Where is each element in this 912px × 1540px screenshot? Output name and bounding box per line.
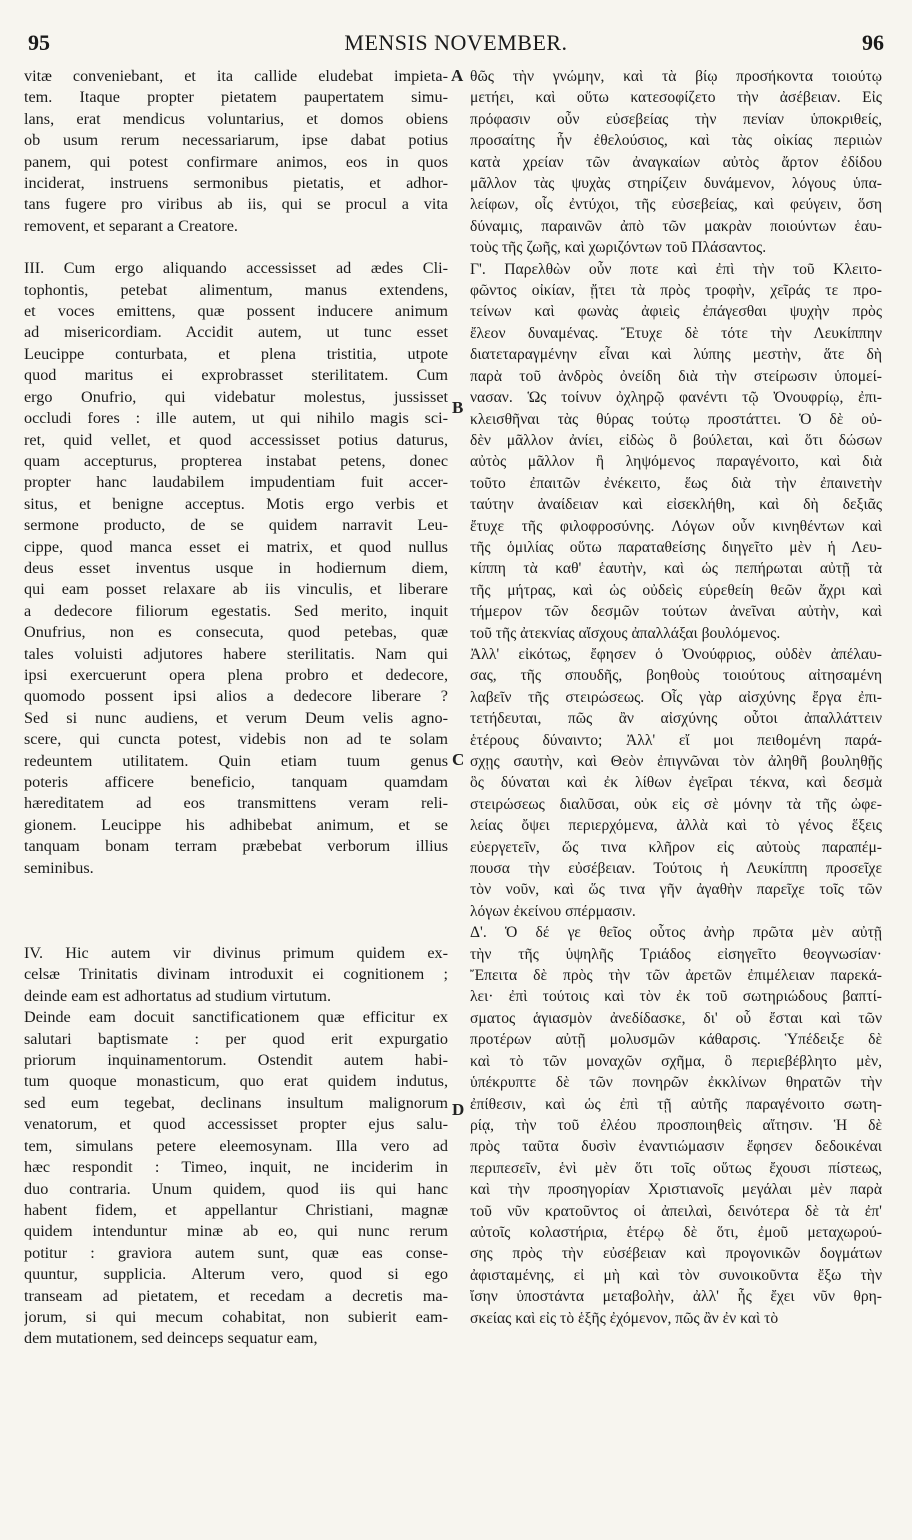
greek-text-line: περιπεσεῖν, ἑνὶ μὲν ὅτι τοῖς οὕτως ἔχουσι πίστεως,	[470, 1159, 882, 1177]
greek-text-line: ἑτέρους δύναιντο; Ἀλλ' εἴ μοι πειθομένη παρά-	[470, 731, 882, 749]
latin-text-line: sed eum tegebat, declinans insultum malignorum	[24, 1093, 448, 1112]
latin-text-line: potitur : graviora autem sunt, quæ eas conse-	[24, 1243, 448, 1262]
latin-text-line: habent fidem, et appellantur Christiani, magnæ	[24, 1200, 448, 1219]
latin-text-line: ret, quid vellet, et quod accessisset potius daturus,	[24, 430, 448, 449]
greek-text-line: σης πρὸς τὴν εὐσέβειαν καὶ προγονικῶν δογμάτων	[470, 1245, 882, 1263]
latin-text-line: ergo Onufrio, qui videbatur molestus, jussisset	[24, 387, 448, 406]
latin-text-line: quomodo possent ipsi alios a dedecore liberare ?	[24, 687, 448, 706]
greek-text-line: δύναμις, παραινῶν ἀπὸ τῶν μακρὰν ποιούντων ἑαυ-	[470, 217, 882, 235]
greek-text-line: προτέρων αὐτῇ μολυσμῶν κάθαρσις. Ὑπέδειξε δὲ	[470, 1031, 882, 1049]
latin-text-line: tans fugere pro viribus ab iis, qui se procul a vita	[24, 195, 448, 214]
latin-text-line: qui eam posset relaxare ab iis vinculis, et liberare	[24, 580, 448, 599]
greek-text-line: λόγων ἐκείνου σπέρμασιν.	[470, 902, 636, 920]
latin-text-line: vitæ conveniebant, et ita callide eludebat impieta-	[24, 67, 448, 85]
greek-text-line: σματος ἁγιασμὸν ἀνεδίδασκε, δι' οὗ ἔσται καὶ τῶν	[470, 1009, 882, 1027]
latin-text-line: gionem. Leucippe his adhibebat animum, et se	[24, 815, 448, 834]
latin-text-line: hæc respondit : Timeo, inquit, ne inciderim in	[24, 1158, 448, 1177]
greek-text-line: τοῦτο ἐπαιτῶν ἐνέκειτο, ἕως διὰ τὴν ἐπαινετὴν	[470, 474, 882, 492]
greek-text-line: ρίᾳ, τὴν τοῦ ἐλέου προσποιηθεὶς αἴτησιν. Ἡ δὲ	[470, 1116, 882, 1134]
greek-text-line: φῶντος οἰκίαν, ᾔτει τὰ πρὸς τροφὴν, χεῖράς τε προ-	[470, 282, 882, 300]
greek-text-line: κλεισθῆναι τὰς θύρας τούτῳ προστάττει. Ὁ δὲ οὐ-	[470, 410, 882, 428]
greek-text-line: τείνων καὶ φωνὰς ἀφιεὶς ἐπάγεσθαι ψυχὴν πρὸς	[470, 303, 882, 321]
latin-text-line: tophontis, petebat alimentum, manus extendens,	[24, 280, 448, 299]
latin-text-line: scere, qui cuncta potest, videbis non ad te solam	[24, 730, 448, 749]
greek-text-line: ἀφισταμένης, εἰ μὴ καὶ τὸν συνοικοῦντα ἔξω τὴν	[470, 1266, 882, 1284]
greek-text-line: καὶ τὴν προσηγορίαν Χριστιανοῖς μεγάλαι μὲν παρὰ	[470, 1181, 882, 1199]
greek-text-line: εὐεργετεῖν, ὥς τινα κλῆρον εἰς αὐτοὺς παραπέμ-	[470, 838, 882, 856]
greek-text-line: προσαίτης ἦν ἐθελούσιος, καὶ τὰς οἰκίας περιιὼν	[470, 132, 882, 150]
greek-text-line: τῆς ὁμιλίας οὕτω παραταθείσης διηγεῖτο μὲν ἡ Λευ-	[470, 538, 882, 556]
greek-text-line: νασαν. Ὡς τοίνυν ὀχληρῷ φανέντι τῷ Ὀνουφρίῳ, ἐπι-	[470, 389, 882, 407]
latin-text-line: tales voluisti adjutores habere sterilitatis. Nam qui	[24, 644, 448, 663]
latin-text-line: Deinde eam docuit sanctificationem quæ efficitur ex	[24, 1008, 448, 1027]
greek-text-line: Γ'. Παρελθὼν οὖν ποτε καὶ ἐπὶ τὴν τοῦ Κλειτο-	[470, 260, 882, 278]
greek-text-line: τοῦ νῦν κρατοῦντος οἱ ἀπειλαὶ, δεινότερα δὲ τὰ ἐπ'	[470, 1202, 882, 1220]
latin-text-line: III. Cum ergo aliquando accessisset ad ædes Cli-	[24, 259, 448, 278]
page-header	[28, 30, 884, 60]
latin-text-line: quam accepturus, propterea instabat petens, donec	[24, 451, 448, 470]
greek-text-line: αὐτοῖς κολαστήρια, ἑτέρῳ δὲ ὅτι, ἐμοῦ μεταχωρού-	[470, 1223, 882, 1241]
greek-text-line: ὑπέκρυπτε δὲ τῶν πονηρῶν ἐκκλίνων θηρατῶν τὴν	[470, 1074, 882, 1092]
latin-text-line: quidem intenduntur minæ ab eo, qui nunc rerum	[24, 1222, 448, 1241]
latin-text-line: Sed si nunc audiens, et verum Deum velis agno-	[24, 708, 448, 727]
latin-text-line: quod maritus ei exprobrasset sterilitatem. Cum	[24, 366, 448, 385]
latin-text-line: tem, simulans petere eleemosynam. Illa vero ad	[24, 1136, 448, 1155]
latin-text-line: jorum, si qui mecum cohabitat, non subierit eam-	[24, 1307, 448, 1326]
greek-text-line: Ἔπειτα δὲ πρὸς τὴν τῶν ἀρετῶν ἐπιμέλειαν παρεκά-	[470, 967, 882, 985]
latin-text-line: occludi fores : ille autem, ut qui nihilo magis sci-	[24, 409, 448, 428]
latin-text-line: et voces emittens, quæ possent inducere animum	[24, 302, 448, 321]
latin-text-line: celsæ Trinitatis divinam introduxit ei cognitionem ;	[24, 965, 448, 984]
latin-text-line: transeam ad pietatem, et recedam a decretis ma-	[24, 1286, 448, 1305]
greek-text-line: σκείας καὶ εἰς τὸ ἑξῆς ἐχόμενον, πῶς ἂν ἐν καὶ τὸ	[470, 1309, 779, 1327]
greek-text-line: τῆς μήτρας, καὶ ὡς οὐδεὶς εὑρεθείη θεῶν ἄχρι καὶ	[470, 581, 882, 599]
latin-text-line: cippe, quod manca esset ei matrix, et quod nullus	[24, 537, 448, 556]
greek-text-line: θῶς τὴν γνώμην, καὶ τὰ βίῳ προσήκοντα τοιούτῳ	[470, 68, 882, 85]
latin-text-line: Leucippe conturbata, et plena tristitia, utpote	[24, 344, 448, 363]
greek-text-line: τετήδευται, πῶς ἂν αἰσχύνης οὗτοι ἀπαλλάττειν	[470, 710, 882, 728]
latin-text-line: tanquam bonam terram præbebat verborum illius	[24, 837, 448, 856]
greek-text-line: σας, τῆς σπουδῆς, βοηθοὺς τοιούτους αἰτησαμένη	[470, 667, 882, 685]
latin-text-line: deinde eam est adhortatus ad studium virtutum.	[24, 986, 332, 1005]
latin-text-line: dem mutationem, sed deinceps sequatur eam,	[24, 1329, 318, 1348]
greek-text-line: πρὸς ταῦτα δυσὶν ἐναντιώμασιν ἔφησεν δεδοικέναι	[470, 1138, 882, 1156]
margin-letter-c: C	[452, 750, 465, 769]
greek-text-line: τήμερον τῶν δεσμῶν τούτων ἀνεῖναι αὐτὴν, καὶ	[470, 603, 882, 621]
greek-text-line: κίππη τὰ καθ' ἑαυτὴν, καὶ ὡς πεπήρωται αὐτῇ τὰ	[470, 560, 882, 578]
latin-text-line: quuntur, supplicia. Alterum vero, quod si ego	[24, 1265, 448, 1284]
paragraph-gap	[24, 237, 448, 258]
latin-text-line: removent, et separant a Creatore.	[24, 216, 238, 235]
latin-text-line: propter hanc laudabilem impudentiam fuit accer-	[24, 473, 448, 492]
latin-text-line: poteris afficere beneficio, tanquam quamdam	[24, 773, 448, 791]
greek-text-line: τὸν νοῦν, καὶ ὥς τινα γῆν ἀγαθὴν παρεῖχε τοῖς τῶν	[470, 881, 882, 899]
latin-text-line: salutari baptismate : per quod erit expurgatio	[24, 1029, 448, 1048]
greek-text-line: αὐτὸς μᾶλλον ἢ ληψόμενος παραγένοιτο, καὶ διὰ	[470, 453, 882, 471]
greek-text-line: τοὺς τῆς ζωῆς, καὶ χωριζόντων τοῦ Πλάσαντος.	[470, 239, 767, 257]
latin-text-line: ob usum rerum necessariarum, ipse dabat potius	[24, 131, 448, 150]
latin-text-line: panem, qui potest confirmare animos, eos in quos	[24, 152, 448, 171]
greek-text-column	[470, 66, 882, 1329]
latin-text-line: redeuntem utilitatem. Quin etiam tuum genus	[24, 751, 448, 770]
greek-text-line: διατεταραγμένην εἶναι καὶ λύπης μεστὴν, ἅτε δὴ	[470, 346, 882, 364]
latin-text-line: venatorum, et quod accessisset propter ejus salu-	[24, 1115, 448, 1134]
greek-text-line: μετήει, καὶ οὕτω κατεσοφίζετο τὴν ἀσέβειαν. Εἰς	[470, 89, 882, 107]
greek-text-line: σχῃς σαυτὴν, καὶ Θεὸν ἐπιγνῶναι τὸν ἀληθῆ βουληθῇς	[470, 753, 882, 770]
latin-text-column	[24, 66, 448, 1350]
greek-text-line: μᾶλλον τὰς ψυχὰς στηρίζειν δυνάμενον, λόγους ὑπα-	[470, 175, 882, 193]
greek-text-line: ἔλεον δυναμένας. Ἔτυχε δὲ τότε τὴν Λευκίππην	[470, 324, 882, 342]
latin-text-line: a dedecore filiorum egestatis. Sed merito, inquit	[24, 601, 448, 620]
latin-text-line: inciderat, instruens sermonibus pietatis, et adhor-	[24, 174, 448, 193]
latin-text-line: duo contraria. Unum quidem, quod iis qui hanc	[24, 1179, 448, 1198]
latin-text-line: situs, et benigne acceptus. Motis ergo verbis et	[24, 494, 448, 513]
latin-text-line: sermone producto, de se quidem narravit Leu-	[24, 516, 448, 535]
greek-text-line: πρόφασιν οὖν εὐσεβείας τὴν πενίαν ὑποκριθείς,	[470, 110, 882, 128]
latin-text-line: ipsi exercuerunt opera plena probro et dedecore,	[24, 665, 448, 684]
right-page-number: 96	[862, 30, 884, 55]
greek-text-line: λει· ἐπὶ τούτοις καὶ τὸν ἐκ τοῦ σωτηριώδους βαπτί-	[470, 988, 882, 1006]
margin-letter-b: B	[452, 398, 464, 417]
latin-text-line: IV. Hic autem vir divinus primum quidem ex-	[24, 944, 448, 963]
greek-text-line: ἔτυχε τῆς φιλοφροσύνης. Λόγων οὖν κινηθέντων καὶ	[470, 517, 882, 535]
greek-text-line: στειρώσεως διαλῦσαι, οὐκ εἰς σὲ μόνην τὰ τῆς ὠφε-	[470, 795, 882, 813]
greek-text-line: λαβεῖν τῆς στειρώσεως. Οἷς γὰρ αἰσχύνης ἔργα ἐπι-	[470, 688, 882, 706]
greek-text-line: Ἀλλ' εἰκότως, ἔφησεν ὁ Ὀνούφριος, οὐδὲν ἀπέλαυ-	[470, 645, 882, 663]
greek-text-line: δὲν μᾶλλον ἀνίει, εἰδὼς ὃ βούλεται, καὶ ὅτι δώσων	[470, 431, 882, 449]
latin-text-line: seminibus.	[24, 858, 94, 877]
greek-text-line: ὃς δύναται καὶ ἐκ λίθων ἐγεῖραι τέκνα, καὶ δεσμὰ	[470, 774, 882, 792]
greek-text-line: πουσα τὴν εὐσέβειαν. Τούτοις ἡ Λευκίππη προσεῖχε	[470, 860, 882, 878]
greek-text-line: τοῦ τῆς ἀτεκνίας αἴσχους ἀπαλλάξαι βουλόμενος.	[470, 624, 781, 642]
greek-text-line: ἴσην ὑποστάντα μεταβολὴν, ἀλλ' ἧς ἔχει νῦν θρη-	[470, 1288, 882, 1306]
latin-text-line: hæreditatem ad eos transmittens veram reli-	[24, 794, 448, 813]
latin-text-line: ad misericordiam. Accidit autem, ut tunc esset	[24, 323, 448, 342]
left-page-number: 95	[28, 30, 50, 55]
paragraph-gap	[24, 879, 448, 943]
greek-text-line: ταύτην ἀναίδειαν καὶ εἰσεκλήθη, καὶ δὴ δεξιᾶς	[470, 496, 882, 514]
latin-text-line: tem. Itaque propter pietatem paupertatem simu-	[24, 88, 448, 107]
greek-text-line: ἐπίθεσιν, καὶ ὡς ἐπὶ τῇ αὐτῆς παραγένοιτο σωτη-	[470, 1095, 882, 1113]
greek-text-line: τὴν τῆς ὑψηλῆς Τριάδος εἰσηγεῖτο θεογνωσίαν·	[470, 945, 882, 963]
greek-text-line: παρὰ τοῦ ἀνδρὸς ὀνείδη διὰ τὴν στείρωσιν ὑπομεί-	[470, 367, 882, 385]
greek-text-line: κατὰ χρείαν τῶν ἀναγκαίων αὐτὸς ἄρτον ἐδίδου	[470, 153, 882, 171]
latin-text-line: Onufrius, non es consecuta, quod petebas, quæ	[24, 623, 448, 642]
latin-text-line: tum quoque monasticum, quo erat quidem indutus,	[24, 1072, 448, 1091]
margin-letter-d: D	[452, 1100, 465, 1119]
latin-text-line: lans, erat mendicus voluntarius, et domos obiens	[24, 109, 448, 128]
margin-letter-a: A	[451, 66, 464, 85]
greek-text-line: Δ'. Ὁ δέ γε θεῖος οὗτος ἀνὴρ πρῶτα μὲν αὐτῇ	[470, 924, 882, 942]
greek-text-line: λείας ὄψει περιερχόμενα, ἀλλὰ καὶ τὸ γένος ἕξεις	[470, 817, 882, 835]
latin-text-line: priorum inquinamentorum. Ostendit autem habi-	[24, 1051, 448, 1070]
greek-text-line: λείφων, οἷς ἐντύχοι, τῆς εὐσεβείας, καὶ φεύγειν, ὅση	[470, 196, 882, 214]
latin-text-line: deus esset inventus usque in hodiernum diem,	[24, 558, 448, 577]
running-title: MENSIS NOVEMBER.	[344, 30, 568, 55]
greek-text-line: καὶ τὸ τῶν μοναχῶν σχῆμα, ὃ περιεβέβλητο μὲν,	[470, 1052, 882, 1070]
